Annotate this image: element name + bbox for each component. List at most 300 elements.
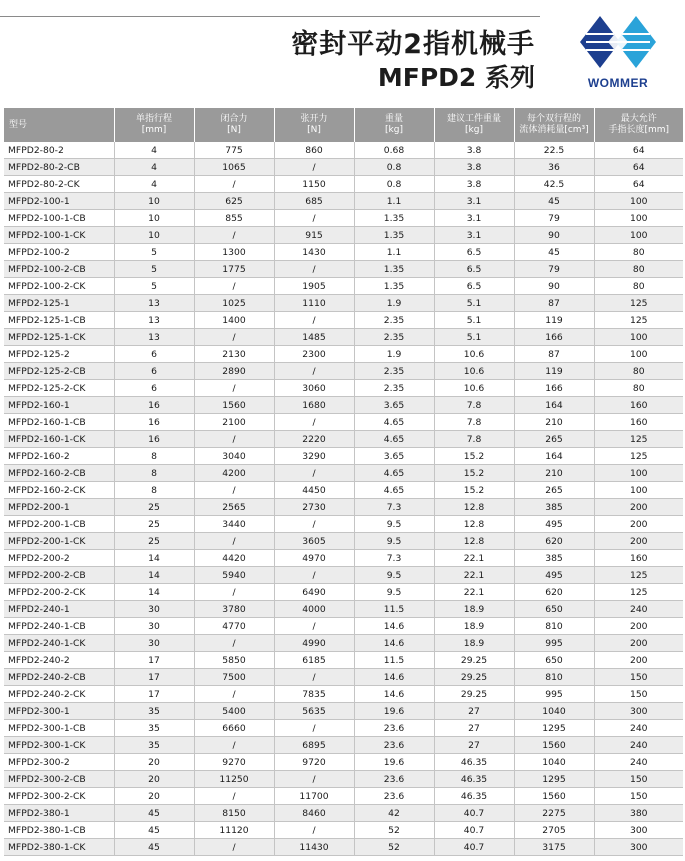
table-cell: 42.5 — [514, 176, 594, 193]
table-cell: 13 — [114, 295, 194, 312]
table-cell: 90 — [514, 278, 594, 295]
table-cell: / — [194, 584, 274, 601]
table-cell: 2100 — [194, 414, 274, 431]
table-cell: 5400 — [194, 703, 274, 720]
table-cell: 20 — [114, 754, 194, 771]
table-cell: 4420 — [194, 550, 274, 567]
table-cell: 5.1 — [434, 312, 514, 329]
table-cell: MFPD2-100-2 — [4, 244, 114, 261]
table-cell: 125 — [594, 312, 683, 329]
table-row — [4, 584, 683, 601]
table-cell: 22.1 — [434, 550, 514, 567]
table-cell: MFPD2-240-2-CK — [4, 686, 114, 703]
table-cell: 200 — [594, 618, 683, 635]
table-cell: 150 — [594, 771, 683, 788]
table-cell: 0.8 — [354, 159, 434, 176]
table-cell: 2.35 — [354, 312, 434, 329]
table-cell: 5 — [114, 261, 194, 278]
table-cell: MFPD2-380-1 — [4, 805, 114, 822]
table-cell: 995 — [514, 686, 594, 703]
table-cell: 2890 — [194, 363, 274, 380]
table-cell: 240 — [594, 720, 683, 737]
table-cell: 164 — [514, 397, 594, 414]
table-cell: 775 — [194, 142, 274, 159]
table-cell: 10 — [114, 193, 194, 210]
table-row — [4, 278, 683, 295]
table-cell: 125 — [594, 567, 683, 584]
table-cell: 30 — [114, 618, 194, 635]
table-cell: 1680 — [274, 397, 354, 414]
table-cell: 10 — [114, 210, 194, 227]
table-cell: 6 — [114, 346, 194, 363]
table-cell: 19.6 — [354, 754, 434, 771]
table-cell: 5940 — [194, 567, 274, 584]
table-cell: 650 — [514, 601, 594, 618]
table-cell: 265 — [514, 431, 594, 448]
table-cell: 23.6 — [354, 737, 434, 754]
table-cell: 14.6 — [354, 686, 434, 703]
table-cell: 79 — [514, 210, 594, 227]
table-cell: MFPD2-200-1-CB — [4, 516, 114, 533]
table-cell: 2730 — [274, 499, 354, 516]
table-cell: 45 — [114, 822, 194, 839]
table-cell: 29.25 — [434, 686, 514, 703]
table-cell: 100 — [594, 465, 683, 482]
table-cell: 1560 — [514, 737, 594, 754]
table-cell: 16 — [114, 414, 194, 431]
table-cell: 3.8 — [434, 159, 514, 176]
table-cell: 46.35 — [434, 771, 514, 788]
table-cell: / — [274, 516, 354, 533]
table-cell: 14 — [114, 567, 194, 584]
table-row — [4, 771, 683, 788]
table-cell: 5 — [114, 278, 194, 295]
table-cell: 9720 — [274, 754, 354, 771]
table-cell: MFPD2-240-1 — [4, 601, 114, 618]
table-cell: 2565 — [194, 499, 274, 516]
table-cell: 2300 — [274, 346, 354, 363]
table-cell: / — [194, 635, 274, 652]
table-cell: 45 — [114, 839, 194, 856]
table-cell: 11.5 — [354, 652, 434, 669]
table-cell: 855 — [194, 210, 274, 227]
table-cell: 30 — [114, 601, 194, 618]
table-cell: 17 — [114, 686, 194, 703]
table-cell: 5.1 — [434, 295, 514, 312]
table-cell: 300 — [594, 822, 683, 839]
table-row — [4, 550, 683, 567]
table-cell: MFPD2-125-1-CK — [4, 329, 114, 346]
header-cell: 闭合力 [N] — [194, 108, 274, 142]
table-cell: 495 — [514, 516, 594, 533]
table-cell: 64 — [594, 176, 683, 193]
table-cell: 9.5 — [354, 584, 434, 601]
table-cell: 46.35 — [434, 754, 514, 771]
table-cell: / — [194, 278, 274, 295]
header-cell: 型号 — [4, 108, 114, 142]
table-cell: MFPD2-125-1-CB — [4, 312, 114, 329]
table-cell: 8 — [114, 482, 194, 499]
table-cell: 79 — [514, 261, 594, 278]
table-cell: 2130 — [194, 346, 274, 363]
table-cell: 14.6 — [354, 618, 434, 635]
table-cell: 23.6 — [354, 788, 434, 805]
header-cell: 重量 [kg] — [354, 108, 434, 142]
table-cell: 8 — [114, 448, 194, 465]
table-cell: / — [274, 210, 354, 227]
table-cell: 9.5 — [354, 516, 434, 533]
table-cell: 385 — [514, 550, 594, 567]
table-cell: 995 — [514, 635, 594, 652]
table-cell: MFPD2-125-2 — [4, 346, 114, 363]
table-cell: / — [274, 465, 354, 482]
table-cell: 200 — [594, 516, 683, 533]
table-row — [4, 788, 683, 805]
table-cell: 4000 — [274, 601, 354, 618]
table-cell: / — [274, 771, 354, 788]
table-cell: 3440 — [194, 516, 274, 533]
table-cell: 35 — [114, 737, 194, 754]
table-row — [4, 737, 683, 754]
table-cell: 22.1 — [434, 584, 514, 601]
table-cell: 1430 — [274, 244, 354, 261]
table-cell: 10.6 — [434, 380, 514, 397]
table-cell: 90 — [514, 227, 594, 244]
table-cell: 8150 — [194, 805, 274, 822]
table-cell: / — [274, 159, 354, 176]
table-cell: / — [274, 567, 354, 584]
table-cell: 25 — [114, 533, 194, 550]
table-cell: 166 — [514, 380, 594, 397]
table-cell: 45 — [514, 193, 594, 210]
table-cell: 160 — [594, 414, 683, 431]
table-row — [4, 482, 683, 499]
table-cell: MFPD2-160-2 — [4, 448, 114, 465]
table-cell: 27 — [434, 737, 514, 754]
table-cell: MFPD2-200-2-CB — [4, 567, 114, 584]
table-cell: 100 — [594, 210, 683, 227]
table-cell: / — [274, 312, 354, 329]
table-cell: / — [274, 414, 354, 431]
table-cell: 5 — [114, 244, 194, 261]
table-cell: 20 — [114, 788, 194, 805]
table-row — [4, 210, 683, 227]
table-cell: 11120 — [194, 822, 274, 839]
table-cell: 200 — [594, 652, 683, 669]
table-cell: 160 — [594, 397, 683, 414]
table-cell: 35 — [114, 703, 194, 720]
table-cell: / — [274, 261, 354, 278]
table-cell: 650 — [514, 652, 594, 669]
table-cell: 7500 — [194, 669, 274, 686]
table-cell: MFPD2-100-1-CK — [4, 227, 114, 244]
table-cell: MFPD2-200-1 — [4, 499, 114, 516]
table-cell: MFPD2-380-1-CK — [4, 839, 114, 856]
table-row — [4, 516, 683, 533]
table-cell: / — [194, 329, 274, 346]
table-cell: 1.35 — [354, 210, 434, 227]
table-row — [4, 380, 683, 397]
table-cell: 9270 — [194, 754, 274, 771]
table-cell: 12.8 — [434, 516, 514, 533]
table-cell: 4990 — [274, 635, 354, 652]
header-cell: 每个双行程的 流体消耗量[cm³] — [514, 108, 594, 142]
table-cell: 620 — [514, 533, 594, 550]
table-cell: 150 — [594, 788, 683, 805]
table-cell: 4.65 — [354, 414, 434, 431]
table-cell: 160 — [594, 550, 683, 567]
table-cell: 30 — [114, 635, 194, 652]
table-cell: 166 — [514, 329, 594, 346]
header-cell: 张开力 [N] — [274, 108, 354, 142]
table-cell: 100 — [594, 227, 683, 244]
table-row — [4, 346, 683, 363]
table-cell: 125 — [594, 448, 683, 465]
table-cell: 6.5 — [434, 278, 514, 295]
table-cell: MFPD2-160-1-CK — [4, 431, 114, 448]
table-cell: MFPD2-160-2-CB — [4, 465, 114, 482]
table-cell: 80 — [594, 363, 683, 380]
table-row — [4, 244, 683, 261]
header-cell: 单指行程 [mm] — [114, 108, 194, 142]
table-cell: / — [194, 839, 274, 856]
table-cell: 15.2 — [434, 448, 514, 465]
table-cell: 1295 — [514, 720, 594, 737]
table-cell: 4770 — [194, 618, 274, 635]
table-cell: 9.5 — [354, 567, 434, 584]
table-row — [4, 465, 683, 482]
table-cell: 1400 — [194, 312, 274, 329]
table-cell: 18.9 — [434, 618, 514, 635]
table-cell: 4450 — [274, 482, 354, 499]
table-cell: MFPD2-380-1-CB — [4, 822, 114, 839]
table-cell: 13 — [114, 329, 194, 346]
table-cell: 12.8 — [434, 499, 514, 516]
table-cell: 6 — [114, 363, 194, 380]
table-cell: / — [194, 176, 274, 193]
table-cell: 200 — [594, 499, 683, 516]
table-cell: 1.1 — [354, 193, 434, 210]
table-cell: 40.7 — [434, 805, 514, 822]
table-cell: / — [274, 618, 354, 635]
table-cell: 810 — [514, 669, 594, 686]
table-cell: MFPD2-100-1-CB — [4, 210, 114, 227]
table-cell: 17 — [114, 652, 194, 669]
table-cell: 210 — [514, 414, 594, 431]
table-cell: 150 — [594, 686, 683, 703]
header-cell: 建议工件重量 [kg] — [434, 108, 514, 142]
table-cell: 4 — [114, 142, 194, 159]
table-cell: 3.8 — [434, 142, 514, 159]
table-cell: 0.8 — [354, 176, 434, 193]
table-cell: 2220 — [274, 431, 354, 448]
table-cell: 380 — [594, 805, 683, 822]
table-cell: MFPD2-240-2 — [4, 652, 114, 669]
table-cell: MFPD2-300-1-CB — [4, 720, 114, 737]
table-cell: 240 — [594, 601, 683, 618]
table-row — [4, 176, 683, 193]
table-cell: / — [194, 737, 274, 754]
table-cell: 64 — [594, 159, 683, 176]
table-cell: MFPD2-200-1-CK — [4, 533, 114, 550]
title-rule — [0, 16, 540, 17]
table-row — [4, 567, 683, 584]
table-cell: 42 — [354, 805, 434, 822]
table-cell: MFPD2-100-2-CK — [4, 278, 114, 295]
table-cell: 80 — [594, 278, 683, 295]
table-row — [4, 533, 683, 550]
table-cell: MFPD2-125-1 — [4, 295, 114, 312]
table-cell: 40.7 — [434, 822, 514, 839]
table-header-row — [4, 108, 683, 142]
table-cell: 10.6 — [434, 346, 514, 363]
table-cell: 210 — [514, 465, 594, 482]
table-cell: 4.65 — [354, 482, 434, 499]
table-cell: MFPD2-240-1-CB — [4, 618, 114, 635]
table-cell: / — [194, 380, 274, 397]
table-cell: 15.2 — [434, 482, 514, 499]
table-cell: 14.6 — [354, 669, 434, 686]
table-cell: 87 — [514, 295, 594, 312]
table-row — [4, 363, 683, 380]
table-cell: 18.9 — [434, 601, 514, 618]
page-header — [0, 0, 685, 104]
table-cell: 7.8 — [434, 414, 514, 431]
table-cell: MFPD2-80-2-CB — [4, 159, 114, 176]
table-cell: 7.3 — [354, 550, 434, 567]
table-cell: 18.9 — [434, 635, 514, 652]
table-row — [4, 414, 683, 431]
table-cell: 3.65 — [354, 397, 434, 414]
table-cell: 29.25 — [434, 652, 514, 669]
table-cell: MFPD2-160-2-CK — [4, 482, 114, 499]
table-cell: 80 — [594, 244, 683, 261]
table-row — [4, 601, 683, 618]
table-cell: 5.1 — [434, 329, 514, 346]
table-cell: 200 — [594, 533, 683, 550]
table-row — [4, 431, 683, 448]
table-cell: 12.8 — [434, 533, 514, 550]
table-cell: 5635 — [274, 703, 354, 720]
logo-text: WOMMER — [587, 76, 649, 90]
table-row — [4, 193, 683, 210]
table-row — [4, 142, 683, 159]
table-cell: 87 — [514, 346, 594, 363]
table-cell: 80 — [594, 261, 683, 278]
table-cell: MFPD2-160-1-CB — [4, 414, 114, 431]
table-row — [4, 652, 683, 669]
table-row — [4, 227, 683, 244]
table-cell: 6.5 — [434, 244, 514, 261]
table-cell: 685 — [274, 193, 354, 210]
table-cell: 1.9 — [354, 295, 434, 312]
table-cell: 25 — [114, 516, 194, 533]
table-cell: 6 — [114, 380, 194, 397]
table-cell: / — [194, 788, 274, 805]
table-row — [4, 703, 683, 720]
table-cell: 240 — [594, 754, 683, 771]
table-cell: 0.68 — [354, 142, 434, 159]
table-cell: 125 — [594, 295, 683, 312]
table-cell: MFPD2-100-2-CB — [4, 261, 114, 278]
table-cell: 64 — [594, 142, 683, 159]
table-cell: MFPD2-80-2 — [4, 142, 114, 159]
table-cell: 14 — [114, 550, 194, 567]
table-cell: 2.35 — [354, 363, 434, 380]
table-cell: 1065 — [194, 159, 274, 176]
table-cell: 3780 — [194, 601, 274, 618]
table-row — [4, 448, 683, 465]
table-cell: 36 — [514, 159, 594, 176]
table-cell: MFPD2-200-2 — [4, 550, 114, 567]
page-subtitle: MFPD2 系列 — [377, 63, 535, 92]
table-cell: 1295 — [514, 771, 594, 788]
table-cell: / — [274, 669, 354, 686]
table-cell: 385 — [514, 499, 594, 516]
page-title: 密封平动2指机械手 — [291, 29, 535, 60]
table-cell: 4.65 — [354, 431, 434, 448]
table-cell: 1040 — [514, 754, 594, 771]
table-cell: 1.9 — [354, 346, 434, 363]
table-cell: 10 — [114, 227, 194, 244]
table-cell: MFPD2-125-2-CB — [4, 363, 114, 380]
table-cell: 6660 — [194, 720, 274, 737]
table-row — [4, 312, 683, 329]
table-row — [4, 635, 683, 652]
table-cell: 265 — [514, 482, 594, 499]
table-cell: MFPD2-240-2-CB — [4, 669, 114, 686]
table-row — [4, 261, 683, 278]
table-cell: 6895 — [274, 737, 354, 754]
table-cell: 4 — [114, 176, 194, 193]
table-cell: 100 — [594, 329, 683, 346]
table-cell: 200 — [594, 635, 683, 652]
table-cell: 915 — [274, 227, 354, 244]
table-cell: 16 — [114, 431, 194, 448]
table-cell: 1775 — [194, 261, 274, 278]
table-cell: 625 — [194, 193, 274, 210]
table-cell: / — [194, 431, 274, 448]
table-cell: MFPD2-200-2-CK — [4, 584, 114, 601]
table-cell: 495 — [514, 567, 594, 584]
table-row — [4, 686, 683, 703]
table-row — [4, 754, 683, 771]
table-cell: 52 — [354, 822, 434, 839]
table-cell: 46.35 — [434, 788, 514, 805]
table-cell: 22.5 — [514, 142, 594, 159]
table-cell: 11250 — [194, 771, 274, 788]
table-cell: 860 — [274, 142, 354, 159]
table-cell: 4.65 — [354, 465, 434, 482]
table-cell: MFPD2-300-1-CK — [4, 737, 114, 754]
table-cell: 11430 — [274, 839, 354, 856]
table-cell: / — [274, 720, 354, 737]
table-cell: 119 — [514, 312, 594, 329]
table-cell: 125 — [594, 584, 683, 601]
table-cell: 10.6 — [434, 363, 514, 380]
table-cell: 45 — [514, 244, 594, 261]
table-row — [4, 618, 683, 635]
table-cell: 3.65 — [354, 448, 434, 465]
table-cell: 40.7 — [434, 839, 514, 856]
table-cell: 4200 — [194, 465, 274, 482]
table-cell: 1300 — [194, 244, 274, 261]
table-row — [4, 669, 683, 686]
table-cell: 80 — [594, 380, 683, 397]
table-cell: 1025 — [194, 295, 274, 312]
table-cell: 3175 — [514, 839, 594, 856]
table-cell: / — [274, 363, 354, 380]
